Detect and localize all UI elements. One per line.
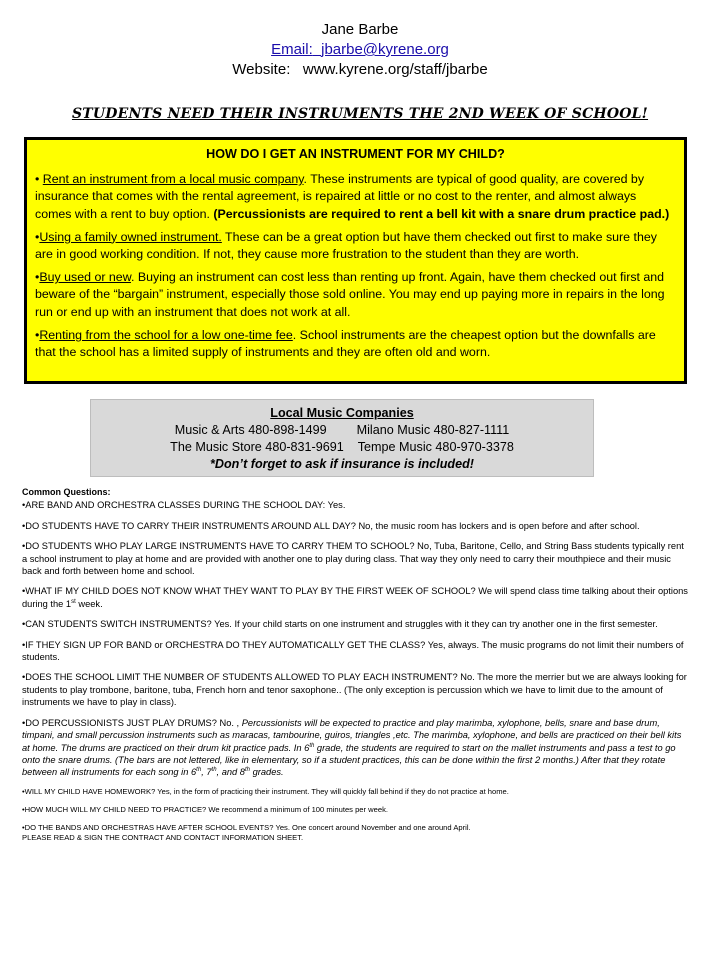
faq-text: week. — [75, 598, 103, 609]
email-line — [0, 40, 720, 60]
option-family-owned: •Using a family owned instrument. These can be a great option but have them checked out first to make sure they are in good working condition. If not, they cause more frustration to the student than they are worth. — [35, 229, 657, 262]
companies-row — [91, 439, 593, 456]
box-title: HOW DO I GET AN INSTRUMENT FOR MY CHILD? — [206, 147, 505, 161]
email-link[interactable] — [271, 41, 449, 58]
faq-text: , and 8 — [216, 767, 245, 778]
faq-text: •WHAT IF MY CHILD DOES NOT KNOW WHAT THEY WANT TO PLAY BY THE FIRST WEEK OF SCHOOL? We will spend class time talking about their options during the 1 — [22, 586, 688, 609]
company-entry: Milano Music 480-827-1111 — [356, 423, 510, 437]
faq-text: grade, the students are required to start on the mallet instruments and pass a test to go onto the snare drums. (The bars are not lettered, like in elementary, so if a student practices, this can be done within the first 2 months.) After that they rotate between all instruments for each song in 6 — [22, 742, 676, 778]
faq-item — [22, 823, 690, 843]
instrument-options-box — [24, 137, 687, 384]
closing-instruction: PLEASE READ & SIGN THE CONTRACT AND CONTACT INFORMATION SHEET. — [22, 832, 304, 842]
option-buy: •Buy used or new. Buying an instrument can cost less than renting up front. Again, have them checked out first and beware of the “bargain” instrument, especially those sold online. You may end up paying more in repairs in the long run or end up with an instrument that does not work at all. — [35, 270, 665, 319]
faq-text: grades. — [250, 767, 284, 778]
faq-item: •ARE BAND AND ORCHESTRA CLASSES DURING THE SCHOOL DAY: Yes. — [22, 500, 346, 511]
faq-text: Percussionists will be expected to practice and play marimba, xylophone, bells, snare and base drum, timpani, and small percussion instruments such as maracas, tambourine, guiros, triangles ,etc. The marimba, xylophone, and bells are practiced on their bell kits at home. The drums are practiced on their drum kit practice pads. In 6 — [22, 717, 682, 753]
faq-sup: th — [196, 767, 202, 774]
tagline: STUDENTS NEED THEIR INSTRUMENTS THE 2ND WEEK OF SCHOOL! — [71, 106, 649, 122]
website-url: www.kyrene.org/staff/jbarbe — [302, 61, 488, 78]
option-rent-local: • Rent an instrument from a local music company. These instruments are typical of good quality, are covered by insurance that comes with the rental agreement, is repaired at little or no cost to the renter, and almost always comes with a rent to buy option. (Percussionists are required to rent a bell kit with a snare drum practice pad.) — [35, 172, 670, 221]
option-text: . Buying an instrument can cost less than renting up front. Again, have them checked out first and beware of the “bargain” instrument, especially those sold online. You may end up paying more in repairs in the long run or end up with an instrument that does not work at all. — [35, 270, 665, 319]
header — [0, 20, 720, 80]
faq-item — [22, 717, 690, 779]
faq-item — [22, 585, 690, 610]
faq-text: •DO PERCUSSIONISTS JUST PLAY DRUMS? No. , — [22, 717, 242, 728]
company-entry: Tempe Music 480-970-3378 — [357, 440, 514, 454]
faq-sup: st — [71, 598, 76, 605]
faq-item: •WILL MY CHILD HAVE HOMEWORK? Yes, in the form of practicing their instrument. They will quickly fall behind if they do not practice at home. — [22, 786, 509, 796]
faq-sup: th — [244, 767, 250, 774]
option-lead: Rent an instrument from a local music company — [42, 172, 304, 187]
option-lead: Buy used or new — [39, 270, 131, 285]
option-school-rental: •Renting from the school for a low one-time fee. School instruments are the cheapest option but the downfalls are that the school has a limited supply of instruments and they are often old and worn. — [35, 327, 656, 360]
faq-item: •DO STUDENTS HAVE TO CARRY THEIR INSTRUMENTS AROUND ALL DAY? No, the music room has lockers and is open before and after school. — [22, 520, 640, 531]
faq-item: •DO STUDENTS WHO PLAY LARGE INSTRUMENTS HAVE TO CARRY THEM TO SCHOOL? No, Tuba, Baritone, Cello, and String Bass students typically rent a school instrument to play at home and are provided with another one to play during class. That way they only need to carry their mouthpiece and their music back and forth between home and school. — [22, 541, 684, 577]
company-entry: The Music Store 480-831-9691 — [170, 440, 344, 454]
company-entry: Music & Arts 480-898-1499 — [174, 423, 327, 437]
email-label: Email: — [271, 41, 313, 58]
email-address: jbarbe@kyrene.org — [321, 41, 449, 58]
option-text: . These instruments are typical of good quality, are covered by insurance that comes with the rental agreement, is repaired at little or no cost to the renter, and almost always comes with a rent to buy option. — [35, 172, 645, 221]
insurance-note: *Don’t forget to ask if insurance is included! — [209, 457, 475, 471]
faq-text: •DO THE BANDS AND ORCHESTRAS HAVE AFTER SCHOOL EVENTS? Yes. One concert around November and one around April. — [22, 822, 471, 832]
common-questions — [22, 486, 690, 843]
percussion-note: (Percussionists are required to rent a bell kit with a snare drum practice pad.) — [213, 206, 670, 221]
faq-title: Common Questions: — [22, 487, 111, 497]
website-line — [0, 60, 720, 80]
faq-sup: th — [309, 742, 315, 749]
faq-item: •IF THEY SIGN UP FOR BAND or ORCHESTRA DO THEY AUTOMATICALLY GET THE CLASS? Yes, always. The music programs do not limit their numbers of students. — [22, 639, 684, 663]
faq-item: •DOES THE SCHOOL LIMIT THE NUMBER OF STUDENTS ALLOWED TO PLAY EACH INSTRUMENT? No. The more the merrier but we are always looking for students to play trombone, baritone, tuba, French horn and tenor saxophone.. (The only exception is percussion which we have to limit due to the amount of instruments we have to play in class). — [22, 672, 687, 708]
local-music-companies-box — [90, 399, 594, 477]
companies-row — [91, 422, 593, 439]
option-text: These can be a great option but have them checked out first to make sure they are in good working condition. If not, they cause more frustration to the student than they are worth. — [35, 229, 657, 262]
faq-item: •CAN STUDENTS SWITCH INSTRUMENTS? Yes. If your child starts on one instrument and struggles with it they can try another one in the first semester. — [22, 619, 658, 630]
teacher-name: Jane Barbe — [321, 21, 399, 38]
website-label: Website: — [232, 61, 291, 78]
option-text: . School instruments are the cheapest option but the downfalls are that the school has a limited supply of instruments and they are often old and worn. — [35, 327, 656, 360]
option-lead: Renting from the school for a low one-time fee — [39, 327, 293, 342]
option-lead: Using a family owned instrument. — [39, 229, 222, 244]
faq-text: , 7 — [201, 767, 212, 778]
faq-item: •HOW MUCH WILL MY CHILD NEED TO PRACTICE? We recommend a minimum of 100 minutes per week. — [22, 804, 388, 814]
faq-sup: th — [211, 767, 217, 774]
companies-title: Local Music Companies — [270, 406, 414, 420]
